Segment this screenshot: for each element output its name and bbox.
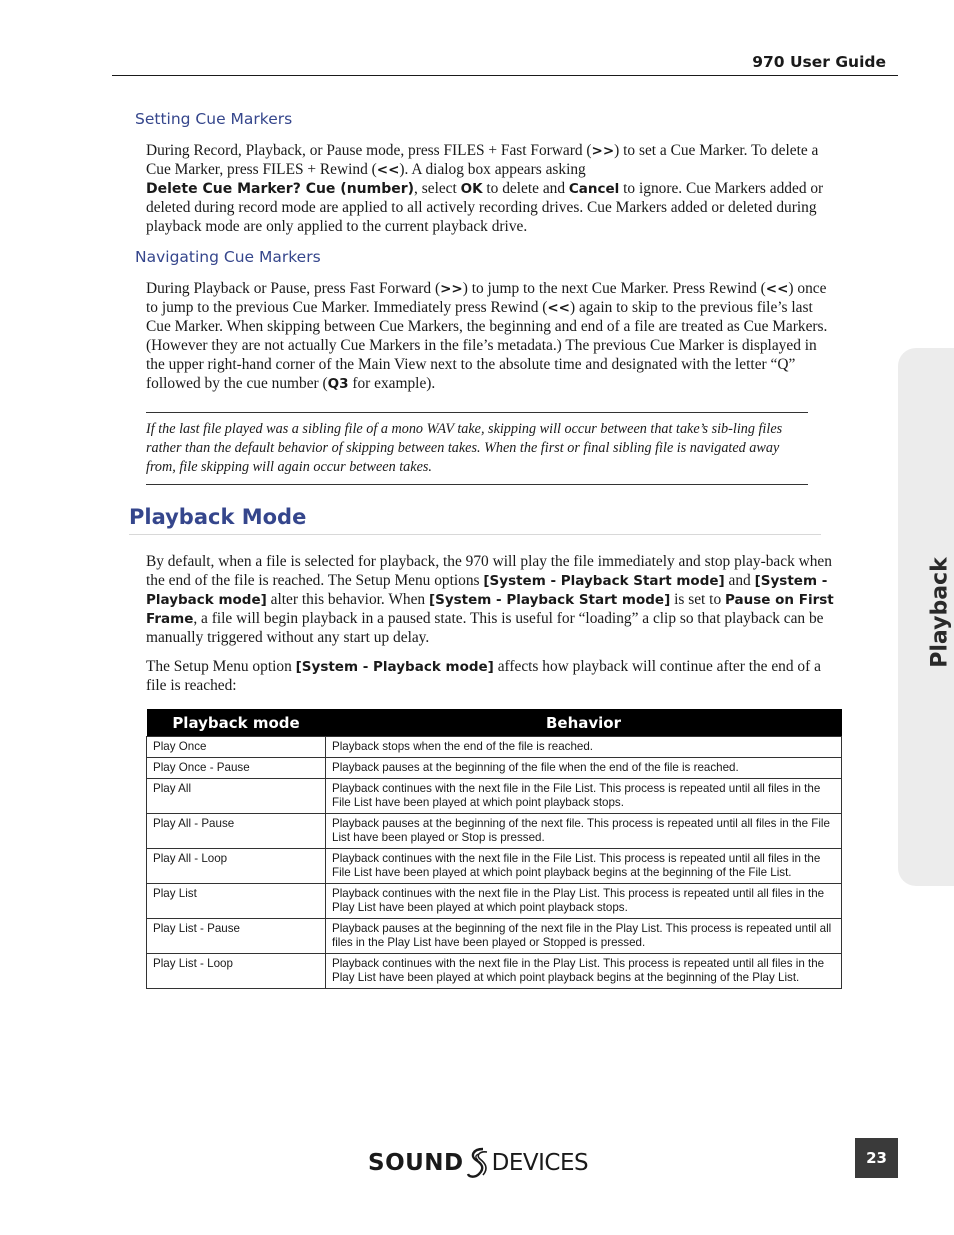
table-cell-behavior: Playback stops when the end of the file is reached.	[326, 737, 842, 758]
heading-navigating-cue-markers: Navigating Cue Markers	[135, 248, 321, 266]
side-tab-label: Playback	[927, 557, 953, 668]
table-cell-behavior: Playback continues with the next file in the File List. This process is repeated until all files in the File List have been played at which point playback begins at the beginning of the File List.	[326, 849, 842, 884]
document-header-title: 970 User Guide	[752, 53, 886, 71]
page-number: 23	[855, 1138, 898, 1178]
table-cell-mode: Play List - Loop	[147, 954, 326, 989]
table-header-behavior: Behavior	[326, 709, 842, 737]
table-row	[147, 884, 842, 919]
table-cell-behavior: Playback pauses at the beginning of the file when the end of the file is reached.	[326, 758, 842, 779]
playback-mode-table	[146, 709, 842, 989]
paragraph-setting-cue-markers: During Record, Playback, or Pause mode, press FILES + Fast Forward (>>) to set a Cue Marker. To delete a Cue Marker, press FILES + Rewind (<<). A dialog box appears asking Delete Cue Marker? Cue (number), select OK to delete and Cancel to ignore. Cue Markers added or deleted during record mode are applied to all actively recording drives. Cue Markers added or deleted during playback mode are only applied to the current playback drive.	[146, 142, 824, 235]
table-cell-mode: Play Once - Pause	[147, 758, 326, 779]
table-cell-mode: Play List	[147, 884, 326, 919]
heading-setting-cue-markers: Setting Cue Markers	[135, 110, 293, 128]
logo-swirl-icon	[465, 1146, 491, 1180]
table-cell-behavior: Playback continues with the next file in the Play List. This process is repeated until all files in the Play List have been played at which point playback stops.	[326, 884, 842, 919]
table-row	[147, 814, 842, 849]
table-row	[147, 758, 842, 779]
table-row	[147, 849, 842, 884]
heading-playback-mode: Playback Mode	[129, 505, 307, 529]
paragraph-playback-mode-option: The Setup Menu option [System - Playback mode] affects how playback will continue after the end of a file is reached:	[146, 658, 821, 694]
table-header-mode: Playback mode	[147, 709, 326, 737]
table-row	[147, 954, 842, 989]
table-cell-mode: Play List - Pause	[147, 919, 326, 954]
table-cell-behavior: Playback pauses at the beginning of the next file in the Play List. This process is repeated until all files in the Play List have been played or Stopped is pressed.	[326, 919, 842, 954]
paragraph-navigating-cue-markers: During Playback or Pause, press Fast Forward (>>) to jump to the next Cue Marker. Press Rewind (<<) once to jump to the previous Cue Marker. Immediately press Rewind (<<) again to skip to the previous file’s last Cue Marker. When skipping between Cue Markers, the beginning and end of a file are treated as Cue Markers. (However they are not actually Cue Markers in the file’s metadata.) The previous Cue Marker is displayed in the upper right-hand corner of the Main View next to the absolute time and designated with the letter “Q” followed by the cue number (Q3 for example).	[146, 280, 828, 392]
section-rule	[129, 534, 821, 535]
table-cell-mode: Play All - Loop	[147, 849, 326, 884]
table-cell-mode: Play All	[147, 779, 326, 814]
sound-devices-logo: SOUND DEVICES	[368, 1146, 588, 1180]
table-cell-behavior: Playback pauses at the beginning of the next file. This process is repeated until all files in the File List have been played or Stop is pressed.	[326, 814, 842, 849]
paragraph-playback-mode-intro: By default, when a file is selected for playback, the 970 will play the file immediately and stop play-back when the end of the file is reached. The Setup Menu options [System - Playback Start mode] and [System - Playback mode] alter this behavior. When [System - Playback Start mode] is set to Pause on First Frame, a file will begin playback in a paused state. This is useful for “loading” a clip so that playback can be manually triggered without any start up delay.	[146, 553, 834, 646]
header-rule	[112, 75, 898, 76]
table-cell-behavior: Playback continues with the next file in the Play List. This process is repeated until all files in the Play List have been played at which point playback begins at the beginning of the Play List.	[326, 954, 842, 989]
note-bottom-rule	[146, 484, 808, 485]
table-cell-behavior: Playback continues with the next file in the File List. This process is repeated until all files in the File List have been played at which point playback stops.	[326, 779, 842, 814]
table-row	[147, 779, 842, 814]
note-text: If the last file played was a sibling file of a mono WAV take, skipping will occur between that take’s sib-ling files rather than the default behavior of skipping between takes. When the first or final sibling file is navigated away from, file skipping will again occur between takes.	[146, 421, 783, 475]
table-cell-mode: Play Once	[147, 737, 326, 758]
table-cell-mode: Play All - Pause	[147, 814, 326, 849]
table-row	[147, 737, 842, 758]
table-row	[147, 919, 842, 954]
note-top-rule	[146, 412, 808, 413]
